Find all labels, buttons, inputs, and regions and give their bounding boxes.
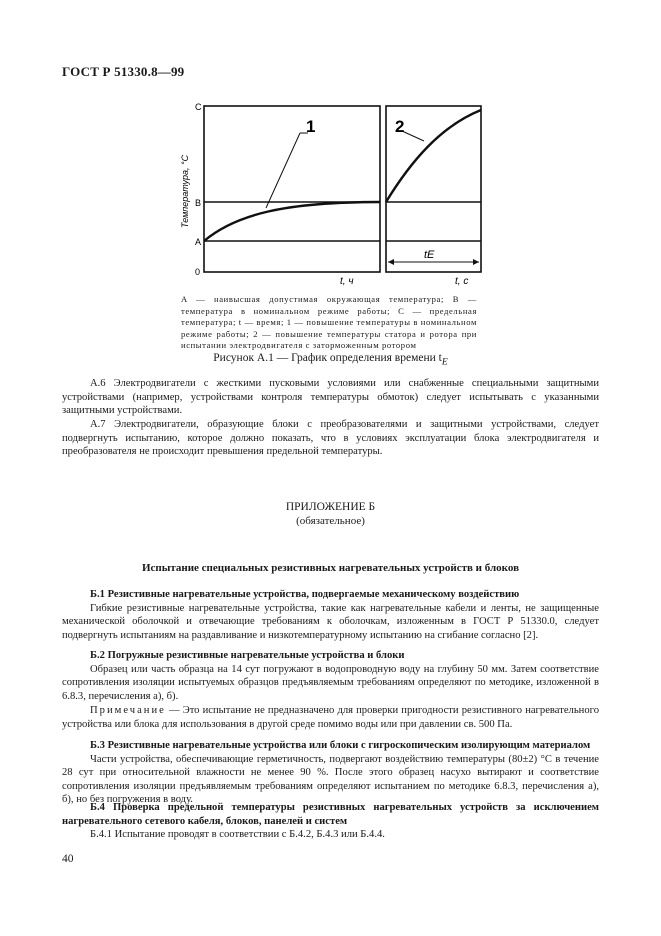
- tick-0: 0: [195, 267, 201, 277]
- curve-1-label: 1: [306, 117, 316, 136]
- paragraph-a7: А.7 Электродвигатели, образующие блоки с преобразователями и защитными устройствами, следует подвергнуть испытанию, которое должно показать, что в условиях эксплуатации блока электродвигателя и преобразователя не происходит превышения предельной температуры.: [62, 419, 599, 458]
- tick-a: A: [195, 237, 202, 247]
- x-label-right: t, с: [455, 276, 469, 287]
- section-b2: [62, 649, 599, 703]
- section-b1: [62, 588, 599, 642]
- section-b3: [62, 739, 599, 807]
- paragraph-a6: А.6 Электродвигатели с жесткими пусковыми условиями или снабженные специальными защитными устройствами (например, устройствами контроля температуры обмоток) следует испытывать с указанными защитными устройствами.: [62, 378, 599, 417]
- curve-2-label: 2: [395, 117, 405, 136]
- b3-text: Части устройства, обеспечивающие герметичность, подвергают воздействию температуры (80±2) °С в течение 28 сут при относительной влажности не менее 90 %. После этого образец насухо вытирают и соответствие сопротивления изоляции предъявляемым требованиям определяют испытанием по методике 6.8.3, перечисления а), б), но без погружения в воду.: [62, 753, 599, 806]
- appendix-section-title: Испытание специальных резистивных нагревательных устройств и блоков: [141, 562, 520, 574]
- x-label-left: t, ч: [340, 276, 354, 287]
- page-number: 40: [62, 853, 74, 865]
- y-axis-label: Температура, °С: [180, 154, 190, 228]
- b2-text: Образец или часть образца на 14 сут погружают в водопроводную воду на глубину 50 мм. Затем соответствие сопротивления изоляции испытуемых образцов предъявляемым требованиям определяют по методике, изложенной в 6.8.3, перечисления а), б).: [62, 663, 599, 702]
- caption-subscript: E: [441, 356, 448, 368]
- b3-heading: Б.3 Резистивные нагревательные устройства или блоки с гигроскопическим изолирующим материалом: [90, 740, 591, 751]
- b1-text: Гибкие резистивные нагревательные устройства, такие как нагревательные кабели и ленты, не защищенные механической оболочкой и отвечающие требованиям к оболочкам, изложенным в ГОСТ Р 51330.0, следует подвергнуть испытаниям на раздавливание и низкотемпературному испытанию на сгибание согласно [2].: [62, 602, 599, 641]
- temperature-time-figure: [176, 96, 506, 291]
- appendix-subtitle: (обязательное): [296, 515, 365, 527]
- tick-c: C: [195, 102, 202, 112]
- curve-1: [204, 202, 380, 241]
- curve-2-leader: [402, 131, 424, 141]
- note-text: — Это испытание не предназначено для проверки пригодности резистивного нагревательного устройства или блока для использования в другой среде помимо воды или при давлении св. 500 Па.: [62, 705, 599, 730]
- note-label: Примечание: [90, 705, 166, 716]
- b1-heading: Б.1 Резистивные нагревательные устройства, подвергаемые механическому воздействию: [90, 589, 520, 600]
- figure-legend: A — наивысшая допустимая окружающая температура; B — температура в номинальном режиме работы; C — предельная температура; t — время; 1 — повышение температуры в номинальном режиме работы; 2 — повышение температуры статора и ротора при испытании электродвигателя с заторможенным ротором: [181, 294, 477, 351]
- section-b4: [62, 801, 599, 842]
- tick-b: B: [195, 198, 202, 208]
- left-panel-frame: [204, 106, 380, 272]
- b2-note: [62, 704, 599, 731]
- b2-heading: Б.2 Погружные резистивные нагревательные устройства и блоки: [90, 650, 405, 661]
- appendix-title: ПРИЛОЖЕНИЕ Б: [285, 501, 376, 513]
- b4-heading: Б.4 Проверка предельной температуры резистивных нагревательных устройств за исключением нагревательного сетевого кабеля, блоков, панелей и систем: [62, 802, 599, 827]
- figure-caption: [62, 352, 599, 367]
- te-label: tE: [424, 249, 435, 261]
- document-header: ГОСТ Р 51330.8—99: [62, 64, 185, 79]
- figure-svg: [176, 96, 506, 291]
- b4-text: Б.4.1 Испытание проводят в соответствии с Б.4.2, Б.4.3 или Б.4.4.: [90, 829, 385, 841]
- curve-1-leader: [266, 133, 300, 208]
- caption-text: Рисунок А.1 — График определения времени t: [213, 352, 442, 364]
